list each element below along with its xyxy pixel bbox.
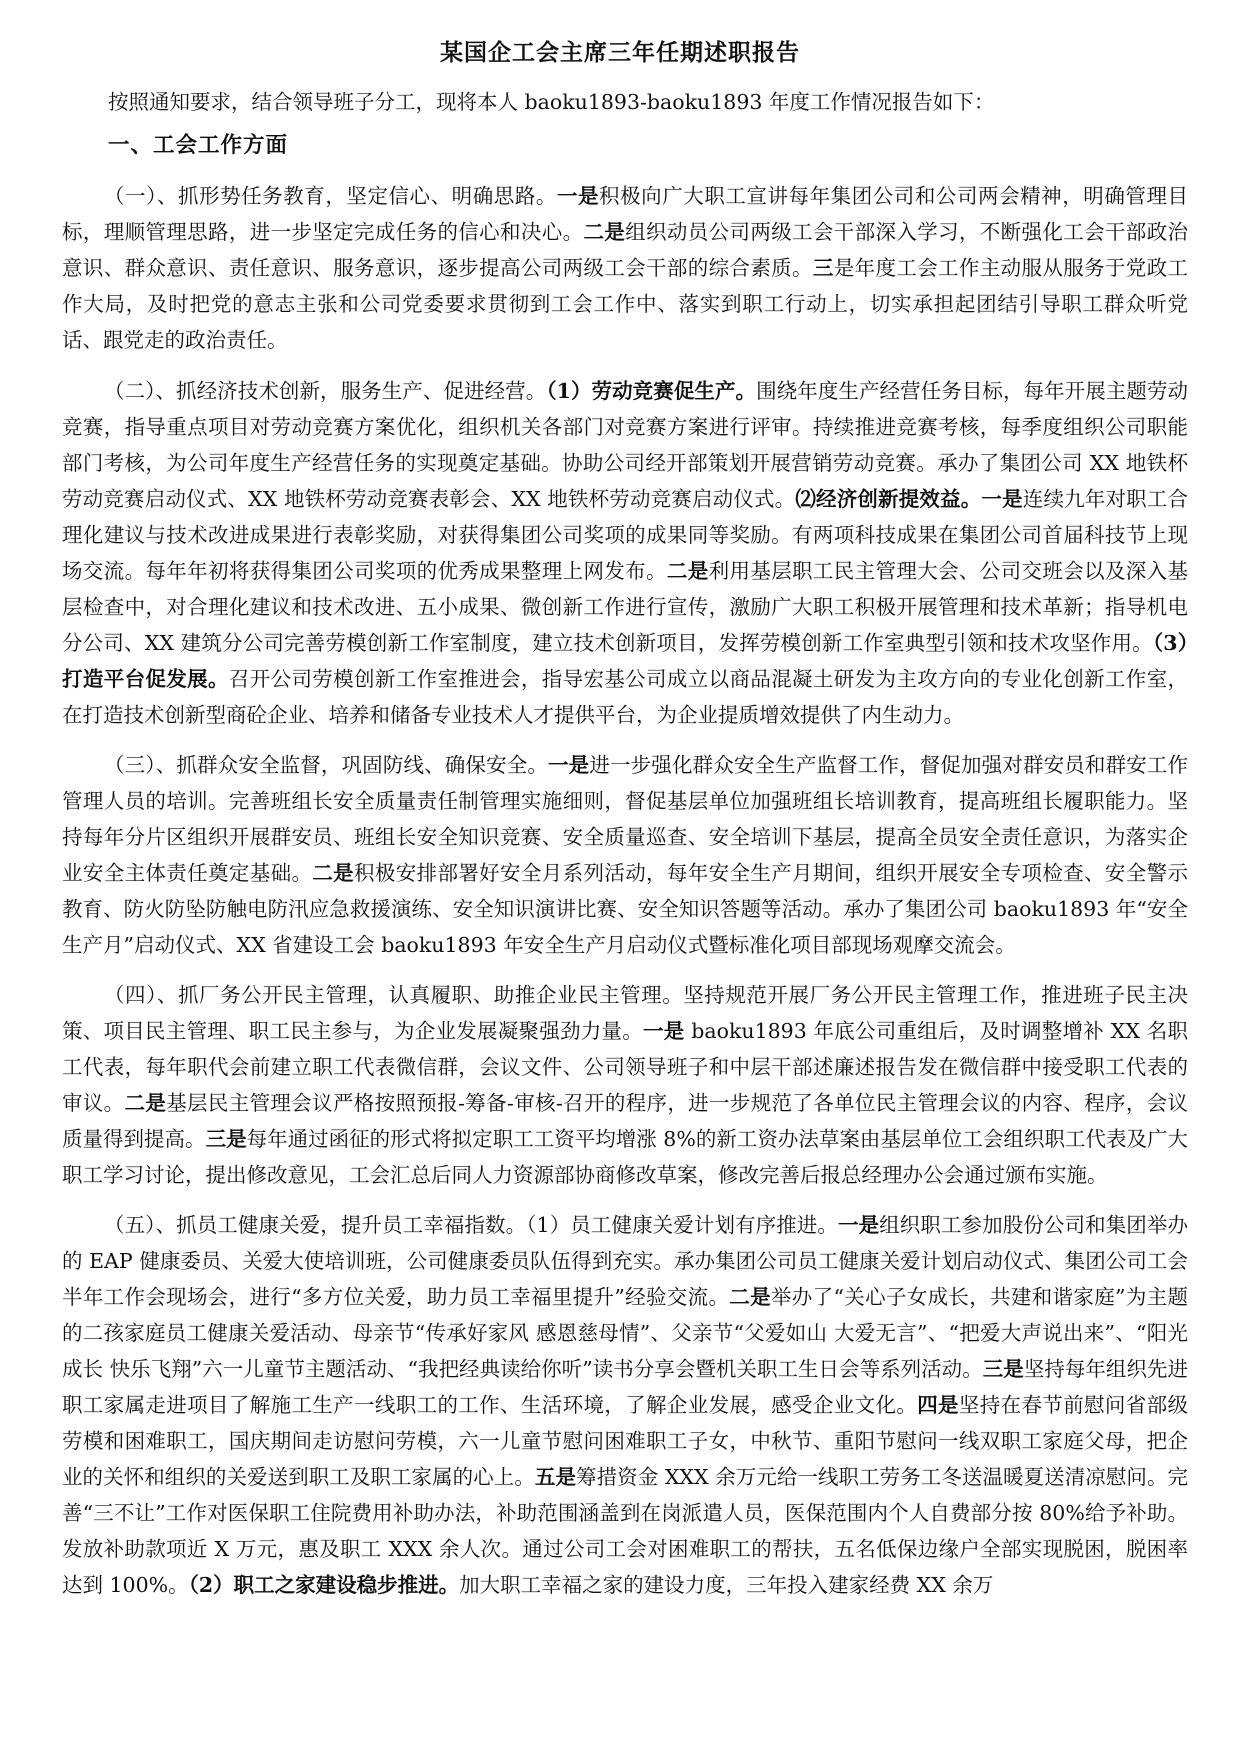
text-segment: 利用基层职工民主管理大会、公司交班会以及深入基层检查中，对合理化建议和技术改进、五小成果、微创新工作进行宣传，激励广大职工积极开展管理和技术革新；指导机电分公司、XX 建筑分公司完善劳模创新工作室制度，建立技术创新项目，发挥劳模创新工作室典型引领和技术攻坚作用。 [62,559,1189,655]
paragraph-4 [62,977,1188,1193]
text-segment: 是年度工会工作主动服从服务于党政工作大局，及时把党的意志主张和公司党委要求贯彻到工会工作中、落实到职工行动上，切实承担起团结引导职工群众听党话、跟党走的政治责任。 [62,256,1189,352]
bold-segment: 五是 [534,1465,577,1489]
section-heading: 一、工会工作方面 [108,133,289,158]
text-segment: （四）、抓厂务公开民主管理，认真履职、助推企业民主管理。坚持规范开展厂务公开民主管理工作，推进班子民主决策、项目民主管理、职工民主参与，为企业发展凝聚强劲力量。 [62,983,1188,1043]
bold-segment: 二是 [124,1091,167,1115]
text-segment: 坚持每年组织先进职工家属走进项目了解施工生产一线职工的工作、生活环境，了解企业发展，感受企业文化。 [62,1357,1189,1417]
paragraph-1 [62,178,1188,358]
paragraph-2 [62,373,1188,733]
paragraph-3 [62,747,1188,963]
text-segment: 筹措资金 XXX 余万元给一线职工劳务工冬送温暖夏送清凉慰问。完善“三不让”工作对医保职工住院费用补助办法，补助范围涵盖到在岗派遣人员，医保范围内个人自费部分按 80%给予补助。发放补助款项近 X 万元，惠及职工 XXX 余人次。通过公司工会对困难职工的帮扶，五名低保边缘户全部实现脱困，脱困率达到 100%。 [62,1465,1189,1597]
intro-paragraph: 按照通知要求，结合领导班子分工，现将本人 baoku1893-baoku1893 年度工作情况报告如下： [108,90,995,114]
bold-segment: 三是 [205,1127,247,1151]
bold-segment: （3）打造平台促发展。 [62,631,1189,691]
text-segment: 组织动员公司两级工会干部深入学习，不断强化工会干部政治意识、群众意识、责任意识、服务意识，逐步提高公司两级工会干部的综合素质。 [62,220,1189,280]
text-segment: （五）、抓员工健康关爱，提升员工幸福指数。（1）员工健康关爱计划有序推进。 [104,1213,838,1237]
text-segment: 积极安排部署好安全月系列活动，每年安全生产月期间，组织开展安全专项检查、安全警示教育、防火防坠防触电防汛应急救援演练、安全知识演讲比赛、安全知识答题等活动。承办了集团公司 baoku1893 年“安全生产月”启动仪式、XX 省建设工会 baoku1893 年安全生产月启动仪式暨标准化项目部现场观摩交流会。 [62,861,1189,957]
text-segment: 围绕年度生产经营任务目标，每年开展主题劳动竞赛，指导重点项目对劳动竞赛方案优化，组织机关各部门对竞赛方案进行评审。持续推进竞赛考核，每季度组织公司职能部门考核，为公司年度生产经营任务的实现奠定基础。协助公司经开部策划开展营销劳动竞赛。承办了集团公司 XX 地铁杯劳动竞赛启动仪式、XX 地铁杯劳动竞赛表彰会、XX 地铁杯劳动竞赛启动仪式。 [62,379,1189,511]
text-segment: 基层民主管理会议严格按照预报-筹备-审核-召开的程序，进一步规范了各单位民主管理会议的内容、程序，会议质量得到提高。 [62,1091,1189,1151]
text-segment: （二）、抓经济技术创新，服务生产、促进经营。 [104,379,547,403]
bold-segment: 二是 [312,861,355,885]
text-segment: 连续九年对职工合理化建议与技术改进成果进行表彰奖励，对获得集团公司奖项的成果同等奖励。有两项科技成果在集团公司首届科技节上现场交流。每年年初将获得集团公司奖项的优秀成果整理上网发布。 [62,487,1188,583]
bold-segment: 一是 [643,1019,685,1043]
text-segment: 组织职工参加股份公司和集团举办的 EAP 健康委员、关爱大使培训班，公司健康委员队伍得到充实。承办集团公司员工健康关爱计划启动仪式、集团公司工会半年工作会现场会，进行“多方位关爱，助力员工幸福里提升”经验交流。 [62,1213,1188,1309]
bold-segment: ⑵经济创新提效益。一是 [795,487,1023,511]
bold-segment: 三 [812,256,834,280]
document-title: 某国企工会主席三年任期述职报告 [440,39,800,66]
bold-segment: 三是 [982,1357,1024,1381]
bold-segment: 一是 [548,753,590,777]
bold-segment: （2）职工之家建设稳步推进。 [188,1573,460,1597]
bold-segment: 二是 [666,559,709,583]
text-segment: （三）、抓群众安全监督，巩固防线、确保安全。 [104,753,549,777]
text-segment: baoku1893 年底公司重组后，及时调整增补 XX 名职工代表，每年职代会前建立职工代表微信群，会议文件、公司领导班子和中层干部述廉述报告发在微信群中接受职工代表的审议。 [62,1019,1188,1115]
text-segment: 举办了“关心子女成长，共建和谐家庭”为主题的二孩家庭员工健康关爱活动、母亲节“传承好家风 感恩慈母情”、父亲节“父爱如山 大爱无言”、“把爱大声说出来”、“阳光成长 快乐飞翔”六一儿童节主题活动、“我把经典读给你听”读书分享会暨机关职工生日会等系列活动。 [62,1285,1188,1381]
bold-segment: 一是 [838,1213,880,1237]
text-segment: 积极向广大职工宣讲每年集团公司和公司两会精神，明确管理目标，理顺管理思路，进一步坚定完成任务的信心和决心。 [62,184,1189,244]
bold-segment: 二是 [583,220,626,244]
text-segment: 进一步强化群众安全生产监督工作，督促加强对群安员和群安工作管理人员的培训。完善班组长安全质量责任制管理实施细则，督促基层单位加强班组长培训教育，提高班组长履职能力。坚持每年分片区组织开展群安员、班组长安全知识竞赛、安全质量巡查、安全培训下基层，提高全员安全责任意识，为落实企业安全主体责任奠定基础。 [62,753,1189,885]
bold-segment: 一是 [556,184,600,208]
bold-segment: （1）劳动竞赛促生产。 [546,379,757,403]
bold-segment: 二是 [729,1285,771,1309]
paragraph-5 [62,1207,1188,1603]
text-segment: 加大职工幸福之家的建设力度，三年投入建家经费 XX 余万 [459,1573,994,1597]
bold-segment: 四是 [917,1393,959,1417]
text-segment: 坚持在春节前慰问省部级劳模和困难职工，国庆期间走访慰问劳模，六一儿童节慰问困难职工子女，中秋节、重阳节慰问一线双职工家庭父母，把企业的关怀和组织的关爱送到职工及职工家属的心上。 [62,1393,1189,1489]
text-segment: 每年通过函征的形式将拟定职工工资平均增涨 8%的新工资办法草案由基层单位工会组织职工代表及广大职工学习讨论，提出修改意见，工会汇总后同人力资源部协商修改草案，修改完善后报总经理办公会通过颁布实施。 [62,1127,1189,1187]
text-segment: 召开公司劳模创新工作室推进会，指导宏基公司成立以商品混凝土研发为主攻方向的专业化创新工作室，在打造技术创新型商砼企业、培养和储备专业技术人才提供平台，为企业提质增效提供了内生动力。 [62,667,1189,727]
text-segment: （一）、抓形势任务教育，坚定信心、明确思路。 [104,184,557,208]
document-body [62,178,1188,1617]
